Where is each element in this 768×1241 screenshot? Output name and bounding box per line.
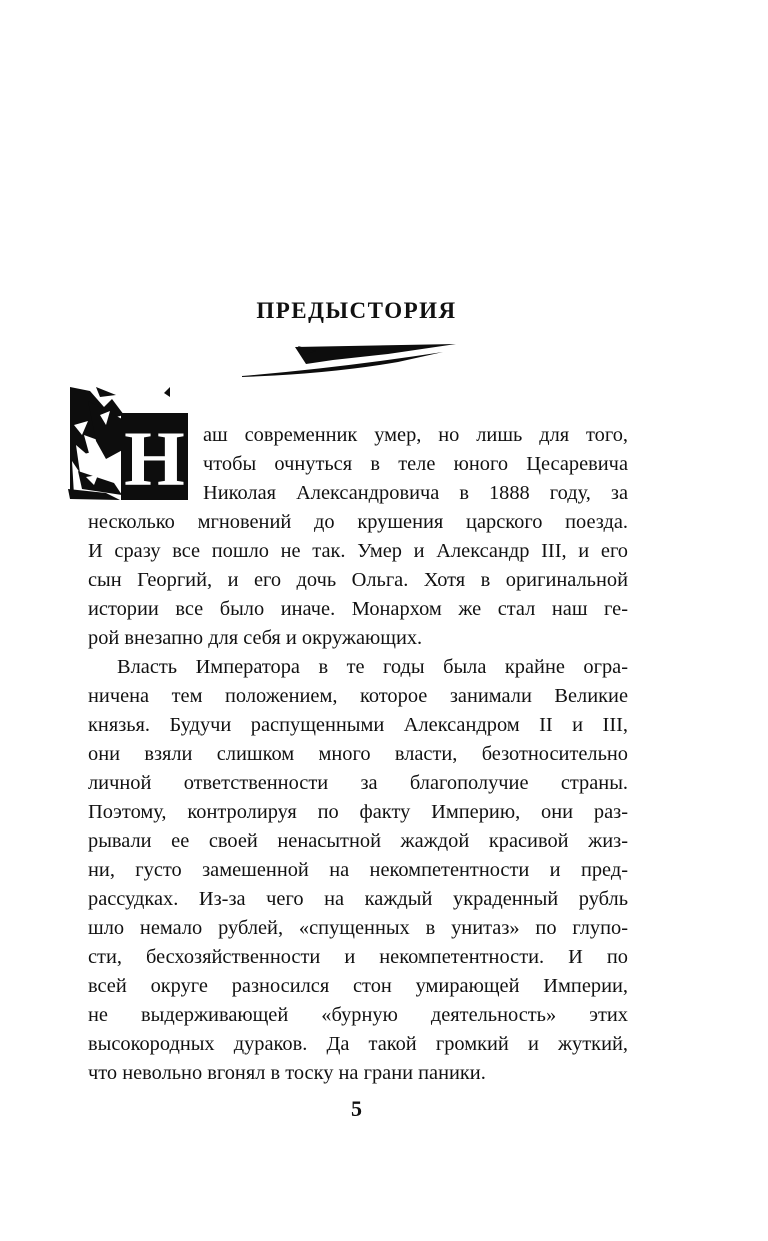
text-line: истории все было иначе. Монархом же стал наш ге- (88, 598, 628, 620)
text-line: всей округе разносился стон умирающей Империи, (88, 975, 628, 997)
text-line: чтобы очнуться в теле юного Цесаревича (203, 453, 628, 475)
drop-cap-letter: Н (124, 414, 185, 502)
page-number: 5 (351, 1096, 362, 1121)
text-line: рассудках. Из-за чего на каждый украденный рубль (88, 888, 628, 910)
text-line: Поэтому, контролируя по факту Империю, они раз- (88, 801, 628, 823)
text-line: несколько мгновений до крушения царского поезда. (88, 511, 628, 533)
text-line: шло немало рублей, «спущенных в унитаз» по глупо- (88, 917, 628, 939)
text-line: И сразу все пошло не так. Умер и Александр III, и его (88, 540, 628, 562)
drop-cap (121, 413, 188, 500)
brush-stroke-ornament (238, 340, 460, 382)
text-line: ни, густо замешенной на некомпетентности и пред- (88, 859, 628, 881)
text-line: князья. Будучи распущенными Александром II и III, (88, 714, 628, 736)
text-line: рой внезапно для себя и окружающих. (88, 627, 423, 649)
text-line: личной ответственности за благополучие страны. (88, 772, 628, 794)
text-line: они взяли слишком много власти, безотносительно (88, 743, 628, 765)
text-line: сти, бесхозяйственности и некомпетентности. И по (88, 946, 628, 968)
chapter-title: ПРЕДЫСТОРИЯ (256, 298, 457, 323)
text-line: Николая Александровича в 1888 году, за (203, 482, 628, 504)
text-line: ничена тем положением, которое занимали Великие (88, 685, 628, 707)
text-line: рывали ее своей ненасытной жаждой красивой жиз- (88, 830, 628, 852)
text-line: что невольно вгонял в тоску на грани паники. (88, 1062, 486, 1084)
text-line: не выдерживающей «бурную деятельность» этих (88, 1004, 628, 1026)
text-line: аш современник умер, но лишь для того, (203, 424, 628, 446)
text-line: сын Георгий, и его дочь Ольга. Хотя в оригинальной (88, 569, 628, 591)
text-line: высокородных дураков. Да такой громкий и жуткий, (88, 1033, 628, 1055)
text-line: Власть Императора в те годы была крайне огра- (117, 656, 628, 678)
